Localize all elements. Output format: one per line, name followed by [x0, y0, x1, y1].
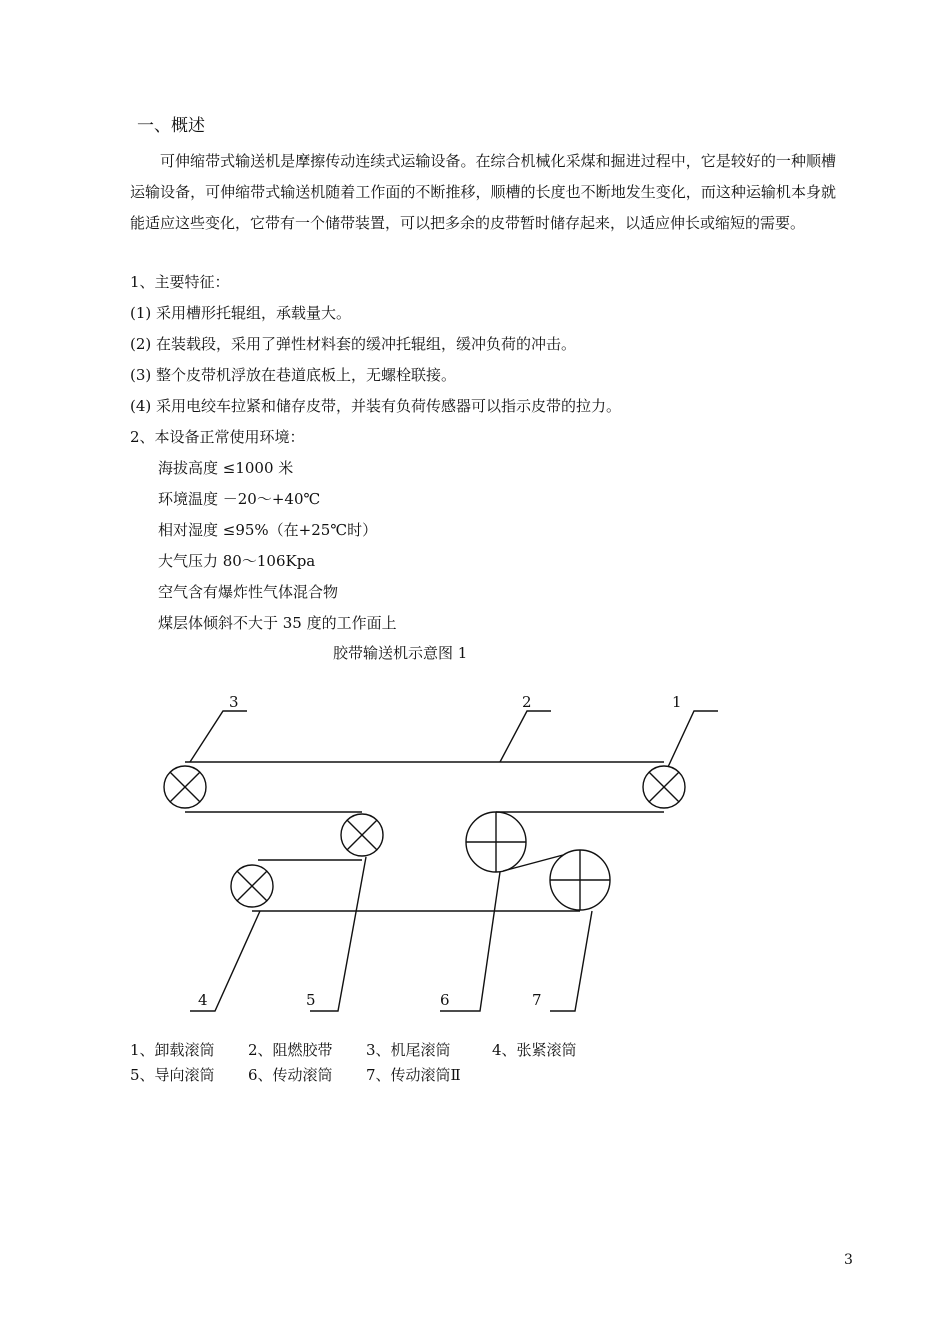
leader-line-5	[310, 857, 366, 1011]
section-title: 一、概述	[137, 116, 205, 136]
intro-paragraph: 可伸缩带式输送机是摩擦传动连续式运输设备。在综合机械化采煤和掘进过程中，它是较好的一种顺槽运输设备，可伸缩带式输送机随着工作面的不断推移，顺槽的长度也不断地发生变化，而这种运输机本身就能适应这些变化，它带有一个储带装置，可以把多余的皮带暂时储存起来，以适应伸长或缩短的需要。	[130, 152, 836, 233]
legend-item: 6、传动滚筒	[248, 1066, 333, 1084]
environment-item: 相对湿度 ≤95%（在+25℃时）	[158, 521, 378, 539]
discharge-drum-1	[643, 766, 685, 808]
legend-item: 2、阻燃胶带	[248, 1041, 333, 1059]
callout-label: 2	[522, 693, 532, 711]
tail-drum-3	[164, 766, 206, 808]
guide-drum-5	[341, 814, 383, 856]
drive-drum-6	[466, 812, 526, 872]
legend-item: 4、张紧滚筒	[492, 1041, 577, 1059]
callout-label: 4	[198, 991, 208, 1009]
legend-item: 5、导向滚筒	[130, 1066, 215, 1084]
drive-drum-7	[550, 850, 610, 910]
leader-line-1	[668, 711, 718, 767]
callout-label: 1	[672, 693, 682, 711]
feature-item: (2) 在装载段，采用了弹性材料套的缓冲托辊组，缓冲负荷的冲击。	[130, 335, 577, 353]
leader-line-3	[190, 711, 247, 762]
features-title: 1、主要特征：	[130, 273, 230, 291]
environment-item: 空气含有爆炸性气体混合物	[158, 583, 339, 601]
environment-item: 海拔高度 ≤1000 米	[158, 459, 294, 477]
feature-item: (3) 整个皮带机浮放在巷道底板上，无螺栓联接。	[130, 366, 457, 384]
drive-belt-link	[503, 855, 563, 871]
feature-item: (4) 采用电绞车拉紧和储存皮带，并装有负荷传感器可以指示皮带的拉力。	[130, 397, 622, 415]
leader-line-2	[500, 711, 551, 762]
legend-item: 3、机尾滚筒	[366, 1041, 451, 1059]
callout-label: 7	[532, 991, 542, 1009]
page-number: 3	[844, 1252, 853, 1268]
callout-label: 5	[306, 991, 316, 1009]
legend-item: 7、传动滚筒Ⅱ	[366, 1066, 461, 1084]
callout-label: 3	[229, 693, 239, 711]
tension-drum-4	[231, 865, 273, 907]
environment-item: 煤层体倾斜不大于 35 度的工作面上	[158, 614, 397, 632]
environment-title: 2、本设备正常使用环境：	[130, 428, 305, 446]
environment-item: 大气压力 80～106Kpa	[158, 552, 316, 570]
environment-item: 环境温度 －20～+40℃	[158, 490, 321, 508]
feature-item: (1) 采用槽形托辊组，承载量大。	[130, 304, 352, 322]
legend-item: 1、卸载滚筒	[130, 1041, 215, 1059]
callout-label: 6	[440, 991, 450, 1009]
leader-line-7	[550, 911, 592, 1011]
figure-caption: 胶带输送机示意图 1	[333, 644, 468, 662]
